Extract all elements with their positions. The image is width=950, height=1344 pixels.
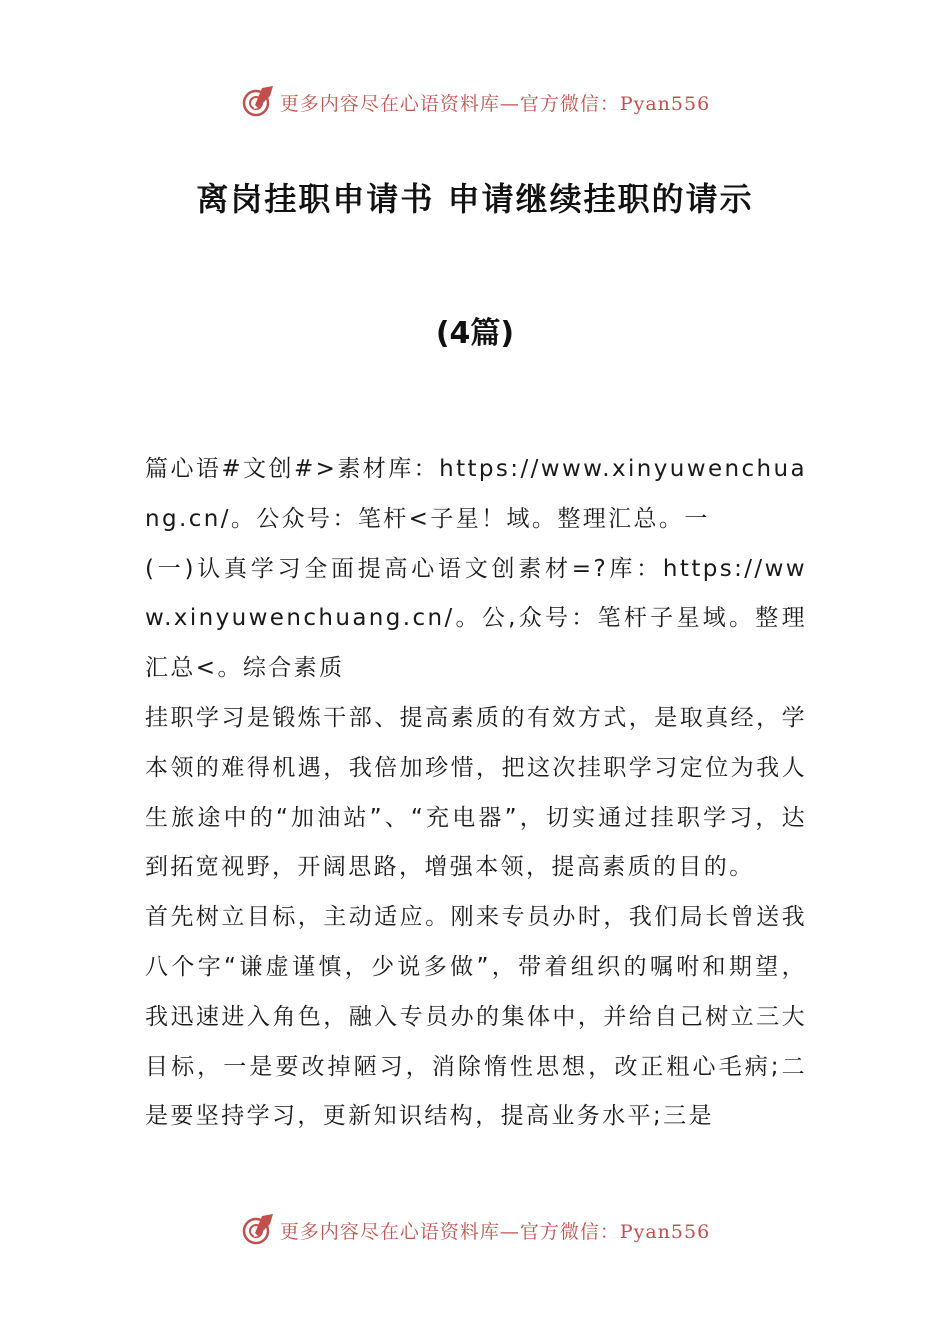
body-paragraph: 首先树立目标，主动适应。刚来专员办时，我们局长曾送我八个字“谦虚谨慎，少说多做”，带着组织的嘱咐和期望，我迅速进入角色，融入专员办的集体中，并给自己树立三大目标，一是要改掉陋习，消除惰性思想，改正粗心毛病;二是要坚持学习，更新知识结构，提高业务水平;三是 <box>145 904 807 1130</box>
header-banner <box>0 82 950 122</box>
footer-banner-text: 更多内容尽在心语资料库—官方微信：Pyan556 <box>279 1220 711 1243</box>
body-paragraph: (一)认真学习全面提高心语文创素材=?库：https://www.xinyuwenchuang.cn/。公,众号：笔杆子星域。整理汇总<。综合素质 <box>145 555 807 682</box>
body-paragraph: 挂职学习是锻炼干部、提高素质的有效方式，是取真经，学本领的难得机遇，我倍加珍惜，把这次挂职学习定位为我人生旅途中的“加油站”、“充电器”，切实通过挂职学习，达到拓宽视野，开阔思路，增强本领，提高素质的目的。 <box>145 704 807 881</box>
body-paragraph: 篇心语#文创#>素材库：https://www.xinyuwenchuang.cn/。公众号：笔杆<子星！域。整理汇总。一 <box>145 456 807 532</box>
document-subtitle: (4篇) <box>435 316 515 351</box>
footer-banner <box>0 1210 950 1250</box>
document-title: 离岗挂职申请书 申请继续挂职的请示 <box>196 180 754 218</box>
pen-logo-icon <box>240 1212 276 1248</box>
document-body <box>145 445 807 1142</box>
header-banner-text: 更多内容尽在心语资料库—官方微信：Pyan556 <box>279 92 711 115</box>
pen-logo-icon <box>240 84 276 120</box>
